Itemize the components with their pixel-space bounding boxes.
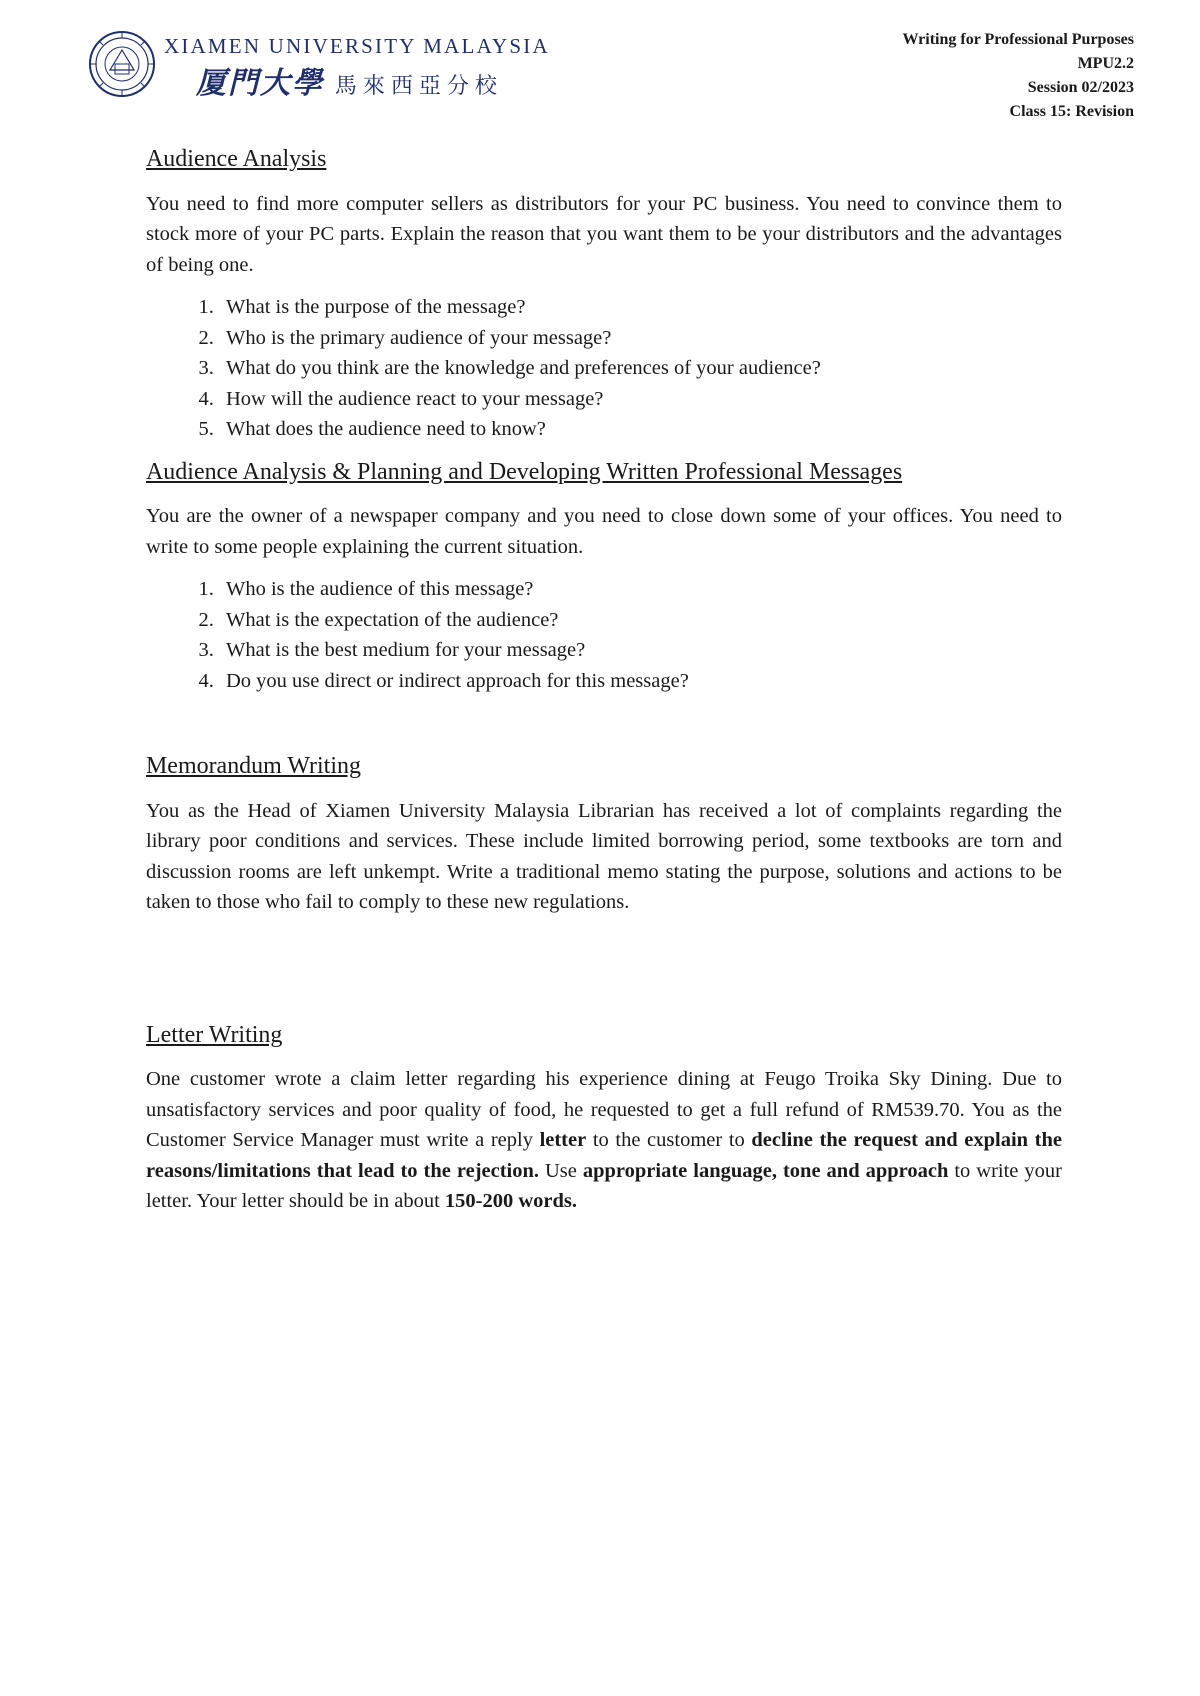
question-item: 4. Do you use direct or indirect approach for this message?	[219, 666, 1062, 697]
course-code: MPU2.2	[1077, 55, 1134, 72]
emphasis-text: 150-200 words.	[444, 1190, 578, 1212]
text-run: to write your letter. Your letter should be in about	[146, 1159, 1062, 1212]
emphasis-text: decline the request and explain the reasons/limitations that lead to the rejection.	[146, 1129, 1062, 1182]
university-name-english: XIAMEN UNIVERSITY MALAYSIA	[164, 34, 550, 58]
university-name-chinese	[196, 58, 503, 102]
university-name-chinese-main: 厦門大學	[196, 66, 324, 101]
question-item: 1. Who is the audience of this message?	[219, 574, 1062, 605]
section-paragraph: You as the Head of Xiamen University Malaysia Librarian has received a lot of complaints regarding the library poor conditions and services. These include limited borrowing period, some textbooks are torn and discussion rooms are left unkempt. Write a traditional memo stating the purpose, solutions and actions to be taken to those who fail to comply to these new regulations.	[146, 799, 1062, 913]
section-paragraph: You are the owner of a newspaper company and you need to close down some of your offices. You need to write to some people explaining the current situation.	[146, 505, 1062, 558]
course-title: Writing for Professional Purposes	[902, 31, 1134, 48]
text-run: to the customer to	[586, 1129, 752, 1151]
class-label: Class 15: Revision	[1009, 103, 1134, 120]
question-list	[146, 292, 1062, 445]
text-run: One customer wrote a claim letter regarding his experience dining at Feugo Troika Sky Dining. Due to unsatisfactory services and poor quality of food, he requested to get a full refund of RM539.70. You as the Customer Service Manager must write a reply	[146, 1068, 1062, 1151]
question-item: 1. What is the purpose of the message?	[219, 292, 1062, 323]
question-item: 4. How will the audience react to your message?	[219, 384, 1062, 415]
document-content	[146, 144, 1062, 1217]
section-heading: Audience Analysis	[146, 146, 327, 172]
section-heading: Letter Writing	[146, 1021, 283, 1048]
university-name-chinese-sub: 馬來西亞分校	[334, 74, 503, 99]
question-list	[146, 574, 1062, 696]
section-paragraph	[146, 1064, 1062, 1217]
emphasis-text: appropriate language, tone and approach	[582, 1159, 949, 1182]
question-item: 3. What do you think are the knowledge and preferences of your audience?	[219, 353, 1062, 384]
section-audience-analysis	[146, 144, 1062, 445]
text-run: Use	[539, 1159, 583, 1182]
section-paragraph: You need to find more computer sellers as distributors for your PC business. You need to convince them to stock more of your PC parts. Explain the reason that you want them to be your distributors and the advantages of being one.	[146, 192, 1062, 276]
section-audience-planning	[146, 457, 1062, 697]
course-info-block	[902, 28, 1134, 124]
question-item: 5. What does the audience need to know?	[219, 414, 1062, 445]
section-memorandum-writing	[146, 751, 1062, 918]
session-label: Session 02/2023	[1027, 79, 1134, 96]
emphasis-text: letter	[539, 1129, 587, 1151]
section-heading: Memorandum Writing	[146, 753, 361, 779]
question-item: 2. Who is the primary audience of your message?	[219, 323, 1062, 354]
question-item: 3. What is the best medium for your message?	[219, 635, 1062, 666]
section-heading: Audience Analysis & Planning and Developing Written Professional Messages	[146, 458, 903, 485]
question-item: 2. What is the expectation of the audience?	[219, 605, 1062, 636]
university-seal-logo	[88, 30, 156, 98]
section-letter-writing	[146, 1020, 1062, 1217]
